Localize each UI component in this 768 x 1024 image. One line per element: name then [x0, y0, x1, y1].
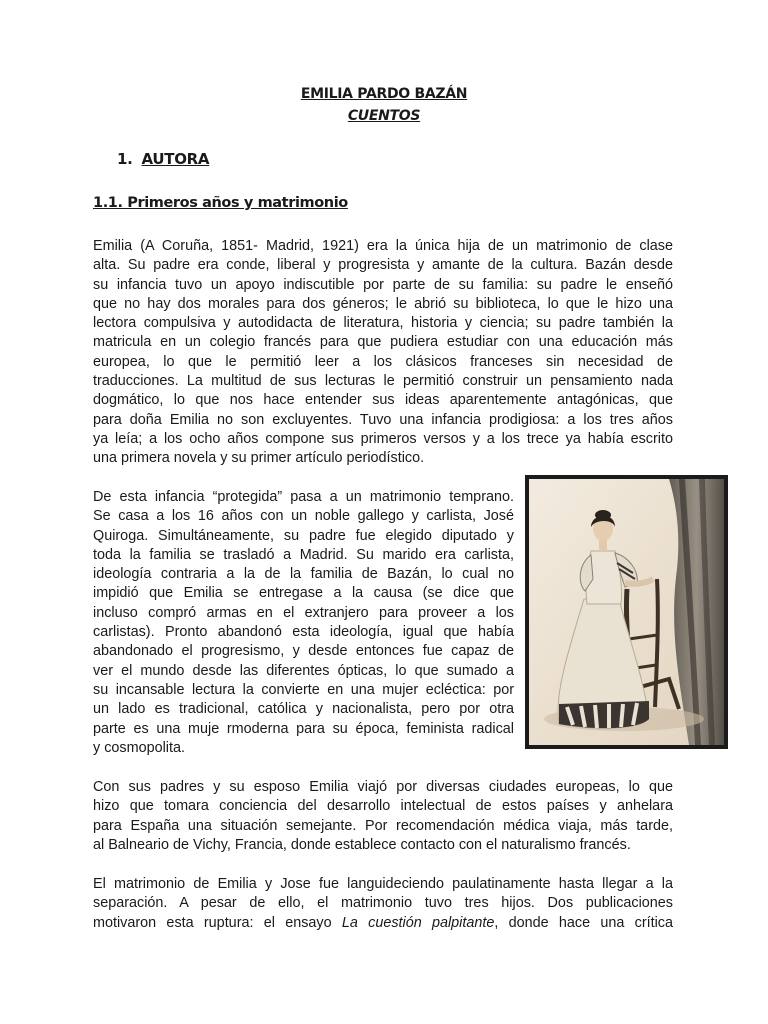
paragraph-line: impidió que Emilia se entregase a la causa (se dice que — [93, 585, 514, 602]
paragraph-line: que no hay dos morales para dos géneros; le abrió su biblioteca, lo que le hizo una — [93, 295, 673, 312]
document-subtitle: CUENTOS — [347, 108, 421, 124]
book-title: La cuestión palpitante — [341, 914, 495, 931]
paragraph-line: parte es una muje rmoderna para su época, feminista radical — [93, 720, 514, 737]
paragraph-line: al Balneario de Vichy, Francia, donde establece contacto con el naturalismo francés. — [93, 836, 631, 853]
section-title: AUTORA — [141, 150, 210, 168]
paragraph-1 — [93, 237, 673, 469]
portrait-image — [529, 479, 724, 745]
portrait-photo — [525, 475, 728, 749]
paragraph-line: y cosmopolita. — [93, 739, 185, 756]
paragraph-line: lectora compulsiva y autodidacta de literatura, historia y ciencia; su padre también la — [93, 315, 673, 332]
paragraph-line: hizo que tomara conciencia del desarrollo intelectual de estos países y anhelara — [93, 798, 673, 815]
portrait-illustration — [529, 479, 724, 745]
paragraph-text: , donde hace una crítica — [494, 914, 674, 931]
paragraph-line: ideología contraria a la de la familia de Bazán, lo cual no — [93, 566, 514, 583]
paragraph-line: su infancia tuvo un apoyo indiscutible por parte de su familia: su padre le enseñó — [93, 276, 673, 293]
document-title: EMILIA PARDO BAZÁN — [300, 86, 468, 102]
paragraph-line: un lado es tradicional, católica y nacionalista, pero por otra — [93, 701, 514, 718]
paragraph-line: para España una situación semejante. Por recomendación médica viaja, más tarde, — [93, 817, 673, 834]
paragraph-line: dogmático, lo que nos hace entender sus ideas aparentemente antagónicas, que — [93, 392, 673, 409]
paragraph-line: una primera novela y su primer artículo periodístico. — [93, 450, 425, 467]
paragraph-line: El matrimonio de Emilia y Jose fue languideciendo paulatinamente hasta llegar a la — [93, 876, 673, 892]
paragraph-line: separación. A pesar de ello, el matrimonio tuvo tres hijos. Dos publicaciones — [93, 895, 673, 912]
paragraph-line: Con sus padres y su esposo Emilia viajó por diversas ciudades europeas, lo que — [93, 779, 673, 795]
paragraph-line: su incansable lectura la convierte en una mujer ecléctica: por — [93, 681, 514, 698]
paragraph-2 — [93, 488, 514, 758]
paragraph-line: ya leía; a los ocho años compone sus primeros versos y a los trece ya había escrito — [93, 430, 673, 447]
paragraph-line: De esta infancia “protegida” pasa a un matrimonio temprano. — [93, 489, 514, 505]
paragraph-line: abandonado el progresismo, y desde entonces fue capaz de — [93, 643, 514, 660]
paragraph-line: Se casa a los 16 años con un noble gallego y carlista, José — [93, 508, 514, 525]
paragraph-3 — [93, 778, 673, 855]
paragraph-line: carlistas). Pronto abandonó esta ideología, igual que había — [93, 624, 514, 641]
paragraph-line: traducciones. La multitud de sus lecturas le permitió construir un pensamiento nada — [93, 373, 673, 390]
subsection-heading: 1.1. Primeros años y matrimonio — [93, 195, 348, 211]
paragraph-line — [93, 914, 673, 933]
paragraph-text: motivaron esta ruptura: el ensayo — [93, 914, 342, 931]
paragraph-line: Quiroga. Simultáneamente, su padre fue elegido diputado y — [93, 527, 514, 544]
paragraph-line: para doña Emilia no son excluyentes. Tuvo una infancia prodigiosa: a los tres años — [93, 411, 673, 428]
paragraph-line: Emilia (A Coruña, 1851- Madrid, 1921) era la única hija de un matrimonio de clase — [93, 238, 673, 254]
section-heading — [117, 150, 209, 168]
paragraph-line: matricula en un colegio francés para que pudiera estudiar con una educación más — [93, 334, 673, 351]
paragraph-4 — [93, 875, 673, 933]
paragraph-line: incluso compró armas en el extranjero para proveer a los — [93, 604, 514, 621]
paragraph-line: toda la familia se trasladó a Madrid. Su marido era carlista, — [93, 546, 514, 563]
paragraph-line: europea, lo que le permitió leer a los clásicos franceses sin necesidad de — [93, 353, 673, 370]
section-number: 1. — [117, 150, 133, 168]
paragraph-line: ver el mundo desde las diferentes ópticas, lo que sumado a — [93, 662, 514, 679]
paragraph-line: alta. Su padre era conde, liberal y progresista y amante de la cultura. Bazán desde — [93, 257, 673, 274]
